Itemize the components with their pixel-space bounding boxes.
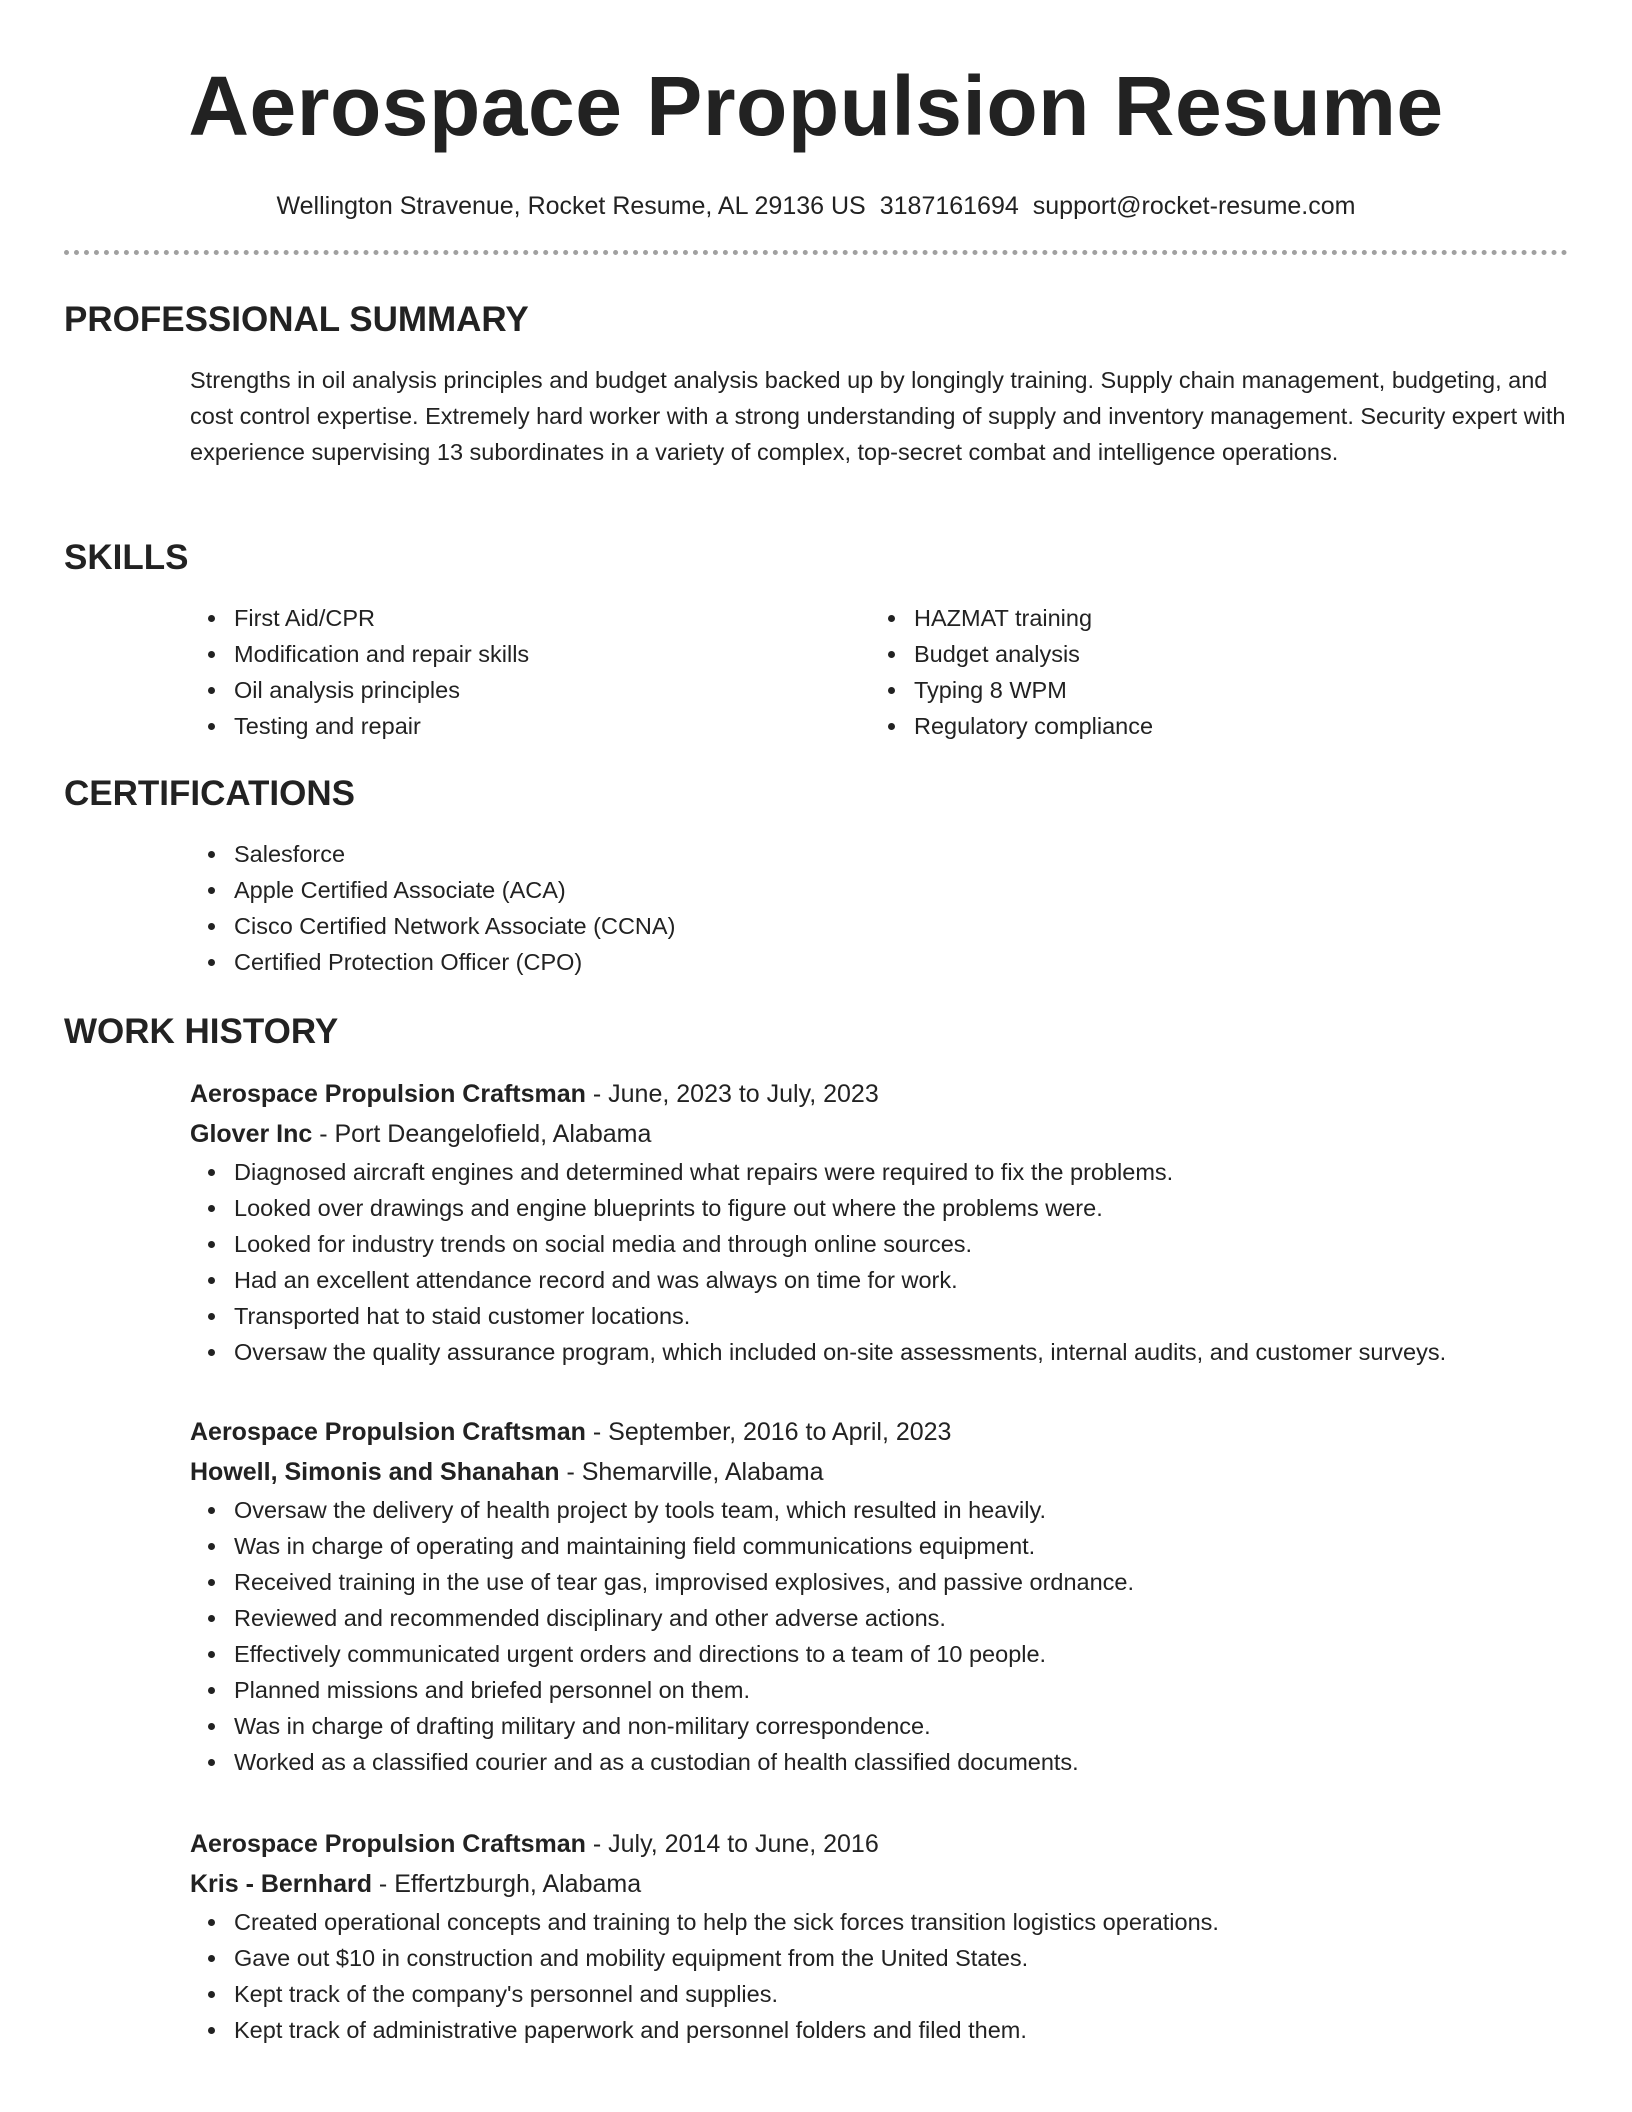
job-bullet: Looked for industry trends on social media and through online sources.: [234, 1226, 1568, 1262]
certification-item: Certified Protection Officer (CPO): [234, 944, 1568, 980]
certifications-section: [64, 772, 1568, 980]
job-location: - Port Deangelofield, Alabama: [312, 1120, 652, 1148]
job-dates: - July, 2014 to June, 2016: [585, 1830, 879, 1858]
job-dates: - September, 2016 to April, 2023: [585, 1418, 952, 1446]
skill-item: Oil analysis principles: [234, 672, 870, 708]
section-title-certifications: CERTIFICATIONS: [64, 774, 356, 813]
skill-item: Typing 8 WPM: [914, 672, 1550, 708]
resume-header: [0, 0, 1632, 222]
job-location: - Effertzburgh, Alabama: [371, 1870, 642, 1898]
skill-item: Regulatory compliance: [914, 708, 1550, 744]
job-role: Aerospace Propulsion Craftsman: [190, 1080, 586, 1108]
job-bullets: [190, 1904, 1568, 2048]
job-bullet: Had an excellent attendance record and was always on time for work.: [234, 1262, 1568, 1298]
job-company-line: [190, 1864, 1568, 1904]
skill-item: Modification and repair skills: [234, 636, 870, 672]
section-title-work-history: WORK HISTORY: [64, 1012, 339, 1051]
contact-email[interactable]: support@rocket-resume.com: [1032, 192, 1356, 220]
job-bullet: Transported hat to staid customer locations.: [234, 1298, 1568, 1334]
summary-text: Strengths in oil analysis principles and budget analysis backed up by longingly training. Supply chain management, budgeting, and cost control expertise. Extremely hard worker with a strong understanding of supply and inventory management. Security expert with experience supervising 13 subordinates in a variety of complex, top-secret combat and intelligence operations.: [190, 367, 1566, 465]
skill-item: Budget analysis: [914, 636, 1550, 672]
contact-phone: 3187161694: [879, 192, 1019, 220]
summary-section: [64, 298, 1568, 470]
job-role: Aerospace Propulsion Craftsman: [190, 1418, 586, 1446]
job-entry: [64, 1412, 1568, 1780]
job-bullet: Worked as a classified courier and as a custodian of health classified documents.: [234, 1744, 1568, 1780]
job-company: Kris - Bernhard: [190, 1870, 372, 1898]
section-title-skills: SKILLS: [64, 538, 189, 577]
certification-item: Salesforce: [234, 836, 1568, 872]
job-company: Howell, Simonis and Shanahan: [190, 1458, 560, 1486]
job-bullets: [190, 1492, 1568, 1780]
job-entry: [64, 1824, 1568, 2048]
skill-item: First Aid/CPR: [234, 600, 870, 636]
job-bullet: Looked over drawings and engine blueprints to figure out where the problems were.: [234, 1190, 1568, 1226]
job-bullet: Created operational concepts and training to help the sick forces transition logistics operations.: [234, 1904, 1568, 1940]
skill-item: HAZMAT training: [914, 600, 1550, 636]
skill-item: Testing and repair: [234, 708, 870, 744]
job-location: - Shemarville, Alabama: [559, 1458, 824, 1486]
job-bullet: Was in charge of drafting military and non-military correspondence.: [234, 1708, 1568, 1744]
section-title-summary: PROFESSIONAL SUMMARY: [64, 300, 529, 339]
job-title-line: [190, 1412, 1568, 1452]
job-bullet: Was in charge of operating and maintaining field communications equipment.: [234, 1528, 1568, 1564]
skills-columns: [190, 600, 1568, 744]
job-dates: - June, 2023 to July, 2023: [585, 1080, 879, 1108]
contact-line: [0, 190, 1632, 222]
job-bullet: Kept track of the company's personnel and supplies.: [234, 1976, 1568, 2012]
job-bullet: Effectively communicated urgent orders and directions to a team of 10 people.: [234, 1636, 1568, 1672]
job-role: Aerospace Propulsion Craftsman: [190, 1830, 586, 1858]
job-bullet: Oversaw the quality assurance program, which included on-site assessments, internal audits, and customer surveys.: [234, 1334, 1568, 1370]
job-bullet: Planned missions and briefed personnel on them.: [234, 1672, 1568, 1708]
skills-column-right: [870, 600, 1550, 744]
job-bullet: Received training in the use of tear gas, improvised explosives, and passive ordnance.: [234, 1564, 1568, 1600]
job-bullet: Diagnosed aircraft engines and determined what repairs were required to fix the problems.: [234, 1154, 1568, 1190]
job-title-line: [190, 1824, 1568, 1864]
contact-address: Wellington Stravenue, Rocket Resume, AL 29136 US: [276, 192, 866, 220]
job-bullet: Oversaw the delivery of health project by tools team, which resulted in heavily.: [234, 1492, 1568, 1528]
job-bullets: [190, 1154, 1568, 1370]
certifications-list: [190, 836, 1568, 980]
page-title: Aerospace Propulsion Resume: [188, 59, 1444, 153]
job-bullet: Kept track of administrative paperwork and personnel folders and filed them.: [234, 2012, 1568, 2048]
work-history-section: [64, 1010, 1568, 1054]
job-title-line: [190, 1074, 1568, 1114]
certification-item: Cisco Certified Network Associate (CCNA): [234, 908, 1568, 944]
header-divider: [64, 250, 1568, 255]
skills-section: [64, 536, 1568, 744]
job-company: Glover Inc: [190, 1120, 313, 1148]
job-company-line: [190, 1114, 1568, 1154]
job-bullet: Reviewed and recommended disciplinary and other adverse actions.: [234, 1600, 1568, 1636]
certification-item: Apple Certified Associate (ACA): [234, 872, 1568, 908]
job-bullet: Gave out $10 in construction and mobility equipment from the United States.: [234, 1940, 1568, 1976]
skills-column-left: [190, 600, 870, 744]
job-company-line: [190, 1452, 1568, 1492]
job-entry: [64, 1074, 1568, 1370]
